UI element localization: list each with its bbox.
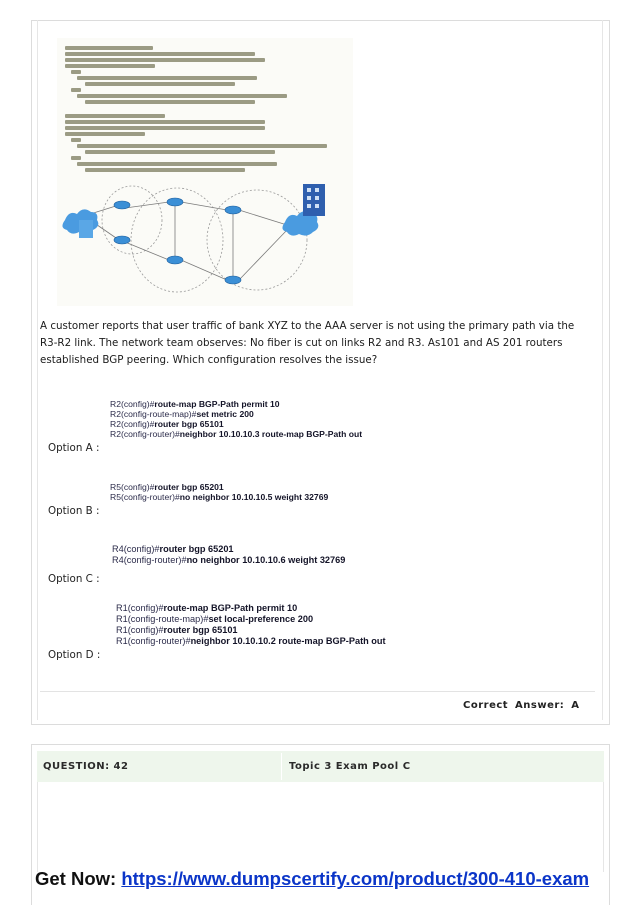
question-topic: Topic 3 Exam Pool C: [289, 761, 411, 772]
exhibit-image: [57, 38, 353, 306]
next-card-border-right: [603, 782, 604, 872]
option-d-config: R1(config)#route-map BGP-Path permit 10 R1(config-route-map)#set local-preference 200 R1(config)#router bgp 65101 R1(config-router)#neighbor 10.10.10.2 route-map BGP-Path out: [116, 603, 386, 646]
option-c-label[interactable]: Option C :: [48, 573, 100, 585]
question-number: QUESTION: 42: [43, 761, 129, 772]
header-divider: [281, 753, 282, 780]
correct-answer: Correct Answer: A: [463, 700, 580, 711]
network-topology-diagram: [57, 180, 353, 306]
option-a-config: R2(config)#route-map BGP-Path permit 10 R2(config-route-map)#set metric 200 R2(config)#router bgp 65101 R2(config-router)#neighbor 10.10.10.3 route-map BGP-Path out: [110, 399, 363, 439]
option-c-config: R4(config)#router bgp 65201 R4(config-router)#no neighbor 10.10.10.6 weight 32769: [112, 544, 346, 565]
option-d-label[interactable]: Option D :: [48, 649, 101, 661]
option-a-label[interactable]: Option A :: [48, 442, 100, 454]
footer-prefix: Get Now:: [35, 868, 122, 889]
next-card-border-left: [37, 782, 38, 872]
footer-banner: [35, 868, 589, 890]
option-b-config: R5(config)#router bgp 65201 R5(config-router)#no neighbor 10.10.10.5 weight 32769: [110, 482, 329, 502]
footer-link[interactable]: https://www.dumpscertify.com/product/300-410-exam: [121, 868, 590, 889]
question-text: A customer reports that user traffic of bank XYZ to the AAA server is not using the primary path via the R3-R2 link. The network team observes: No fiber is cut on links R2 and R3. As101 and AS 201 routers established BGP peering. Which configuration resolves the issue?: [40, 320, 575, 366]
option-b-label[interactable]: Option B :: [48, 505, 100, 517]
answer-divider: [40, 691, 595, 692]
